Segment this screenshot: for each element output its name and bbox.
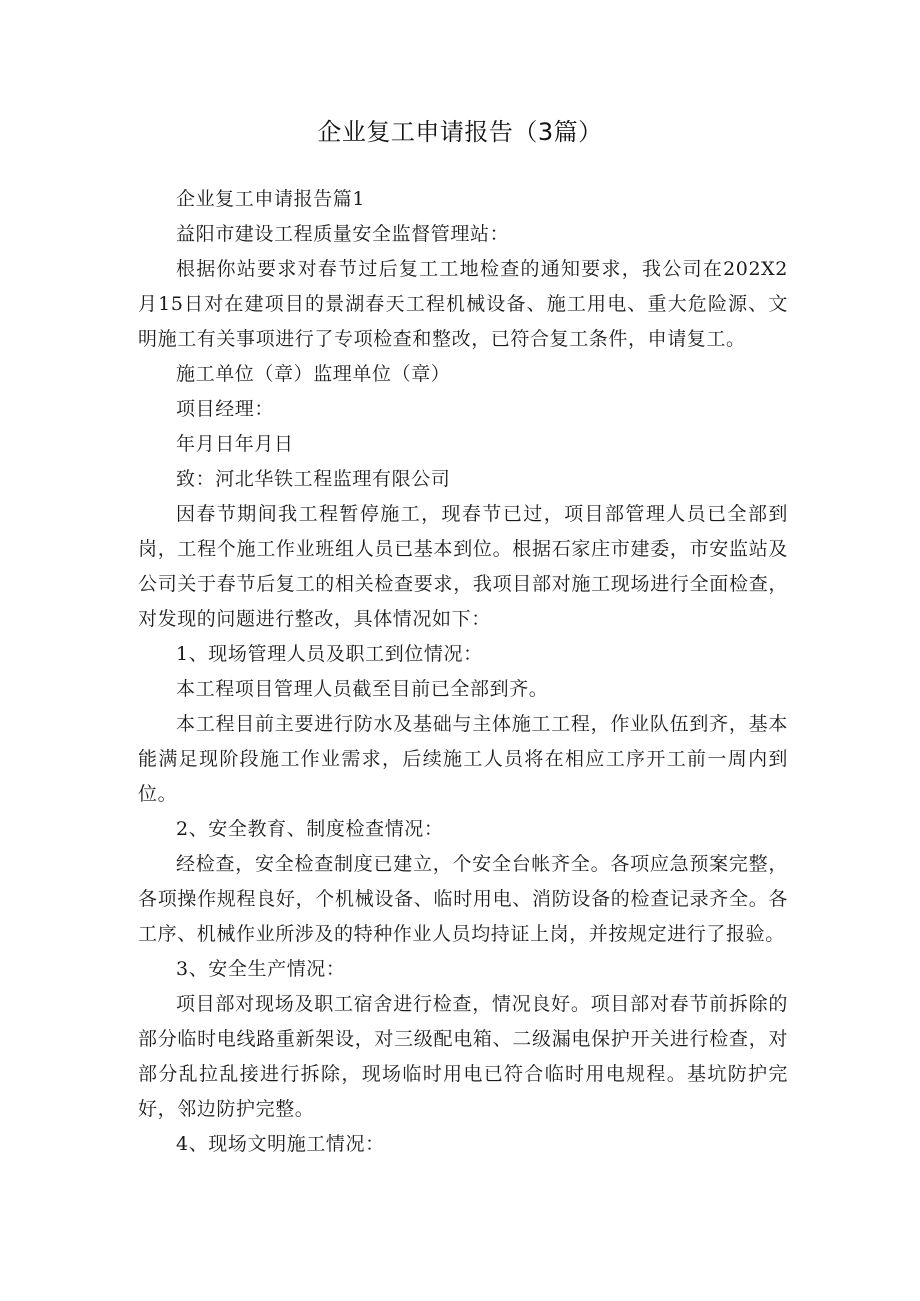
document-body [138, 182, 788, 1162]
paragraph: 项目部对现场及职工宿舍进行检查，情况良好。项目部对春节前拆除的部分临时电线路重新架设，对三级配电箱、二级漏电保护开关进行检查，对部分乱拉乱接进行拆除，现场临时用电已符合临时用电规程。基坑防护完好，邻边防护完整。 [138, 993, 788, 1120]
document-title: 企业复工申请报告（3篇） [317, 118, 603, 146]
date-line: 年月日年月日 [176, 433, 294, 455]
section-heading: 企业复工申请报告篇1 [176, 188, 366, 210]
list-heading: 2、安全教育、制度检查情况： [176, 818, 444, 840]
paragraph: 经检查，安全检查制度已建立，个安全台帐齐全。各项应急预案完整，各项操作规程良好，个机械设备、临时用电、消防设备的检查记录齐全。各工序、机械作业所涉及的特种作业人员均持证上岗，并按规定进行了报验。 [138, 853, 788, 945]
paragraph: 因春节期间我工程暂停施工，现春节已过，项目部管理人员已全部到岗，工程个施工作业班组人员已基本到位。根据石家庄市建委，市安监站及公司关于春节后复工的相关检查要求，我项目部对施工现场进行全面检查，对发现的问题进行整改，具体情况如下： [138, 503, 788, 630]
paragraph: 本工程目前主要进行防水及基础与主体施工工程，作业队伍到齐，基本能满足现阶段施工作业需求，后续施工人员将在相应工序开工前一周内到位。 [138, 713, 788, 805]
signature-units: 施工单位（章）监理单位（章） [176, 363, 451, 385]
list-heading: 4、现场文明施工情况： [176, 1133, 385, 1155]
paragraph: 根据你站要求对春节过后复工工地检查的通知要求，我公司在202X2月15日对在建项目的景湖春天工程机械设备、施工用电、重大危险源、文明施工有关事项进行了专项检查和整改，已符合复工条件，申请复工。 [138, 258, 788, 350]
paragraph: 本工程项目管理人员截至目前已全部到齐。 [176, 678, 549, 700]
addressee: 致：河北华铁工程监理有限公司 [176, 468, 451, 490]
list-heading: 3、安全生产情况： [176, 958, 346, 980]
list-heading: 1、现场管理人员及职工到位情况： [176, 643, 483, 665]
addressee: 益阳市建设工程质量安全监督管理站： [176, 223, 510, 245]
project-manager-line: 项目经理： [176, 398, 275, 420]
